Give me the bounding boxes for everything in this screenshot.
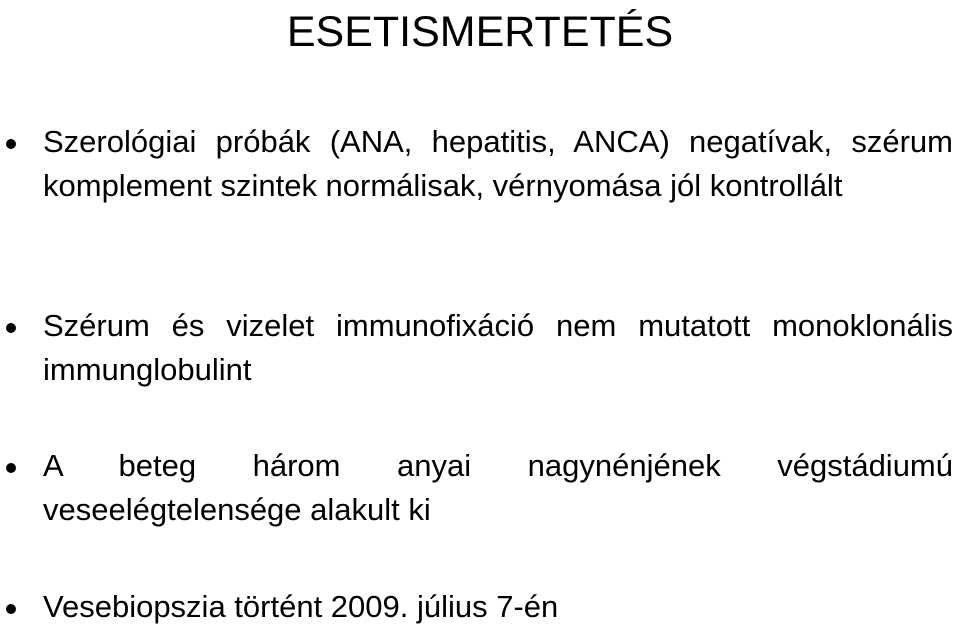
bullet-text: Vesebiopszia történt 2009. július 7-én <box>43 589 559 624</box>
bullet-text: A beteg három anyai nagynénjének végstádiumú veseelégtelensége alakult ki <box>43 448 953 527</box>
bullet-dot-icon <box>6 463 16 473</box>
slide-title: ESETISMERTETÉS <box>286 8 674 56</box>
bullet-text: Szérum és vizelet immunofixáció nem mutatott monoklonális immunglobulint <box>43 308 953 387</box>
bullet-dot-icon <box>6 139 16 149</box>
bullet-dot-icon <box>6 323 16 333</box>
bullet-dot-icon <box>6 604 16 614</box>
bullet-text: Szerológiai próbák (ANA, hepatitis, ANCA) negatívak, szérum komplement szintek normálisak, vérnyomása jól kontrollált <box>43 124 953 203</box>
